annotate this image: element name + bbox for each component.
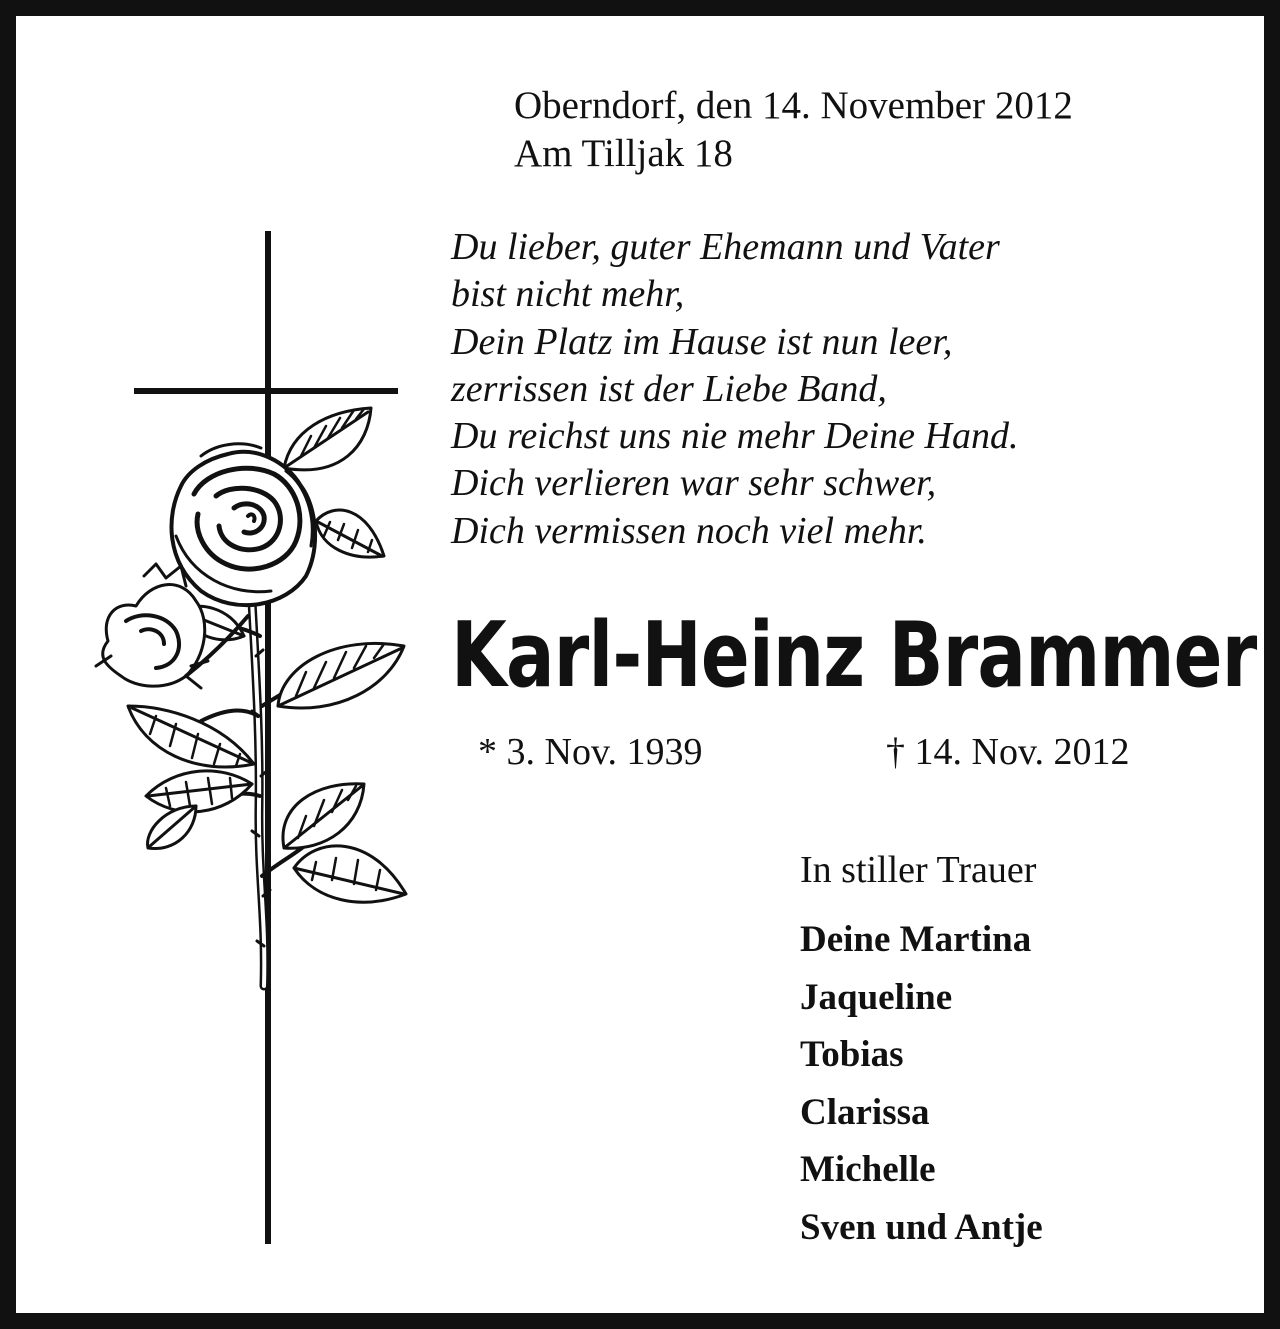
mourner-name: Michelle [800,1149,936,1190]
rose-leaf-mid-right [278,643,404,708]
rose-leaf-left [128,706,254,767]
poem [451,224,1018,555]
poem-line: Du lieber, guter Ehemann und Vater [451,226,1000,268]
place-date: Oberndorf, den 14. November 2012 [514,84,1073,127]
header-block [514,82,1073,178]
deceased-name: Karl-Heinz Brammer [451,603,1257,708]
poem-line: Dich verlieren war sehr schwer, [451,462,937,505]
mourner-name: Sven und Antje [800,1206,1043,1248]
mourner-name: Jaqueline [800,976,953,1018]
mourner-name: Tobias [800,1034,904,1075]
cross-with-rose-icon [76,226,416,1256]
rose-leaf-lower-right-2 [294,846,406,902]
mourner-name: Deine Martina [800,919,1032,960]
poem-line: Dein Platz im Hause ist nun leer, [451,320,953,363]
mourner-name: Clarissa [800,1091,930,1133]
rose-leaf-lower-right-1 [283,784,364,848]
poem-line: bist nicht mehr, [451,273,685,316]
poem-line: zerrissen ist der Liebe Band, [451,367,887,410]
mourners-list [800,911,1043,1256]
rose-leaf-top [284,408,371,470]
poem-line: Dich vermissen noch viel mehr. [451,509,927,552]
death-date: † 14. Nov. 2012 [886,731,1130,773]
rose-leaf-upper-right [316,510,384,557]
mourning-intro: In stiller Trauer [800,849,1037,891]
birth-date: * 3. Nov. 1939 [478,731,703,773]
rose-leaf-bottom-left [148,806,196,848]
rose-leaf-lower-left [146,771,252,812]
poem-line: Du reichst uns nie mehr Deine Hand. [451,415,1019,458]
address: Am Tilljak 18 [514,132,733,175]
